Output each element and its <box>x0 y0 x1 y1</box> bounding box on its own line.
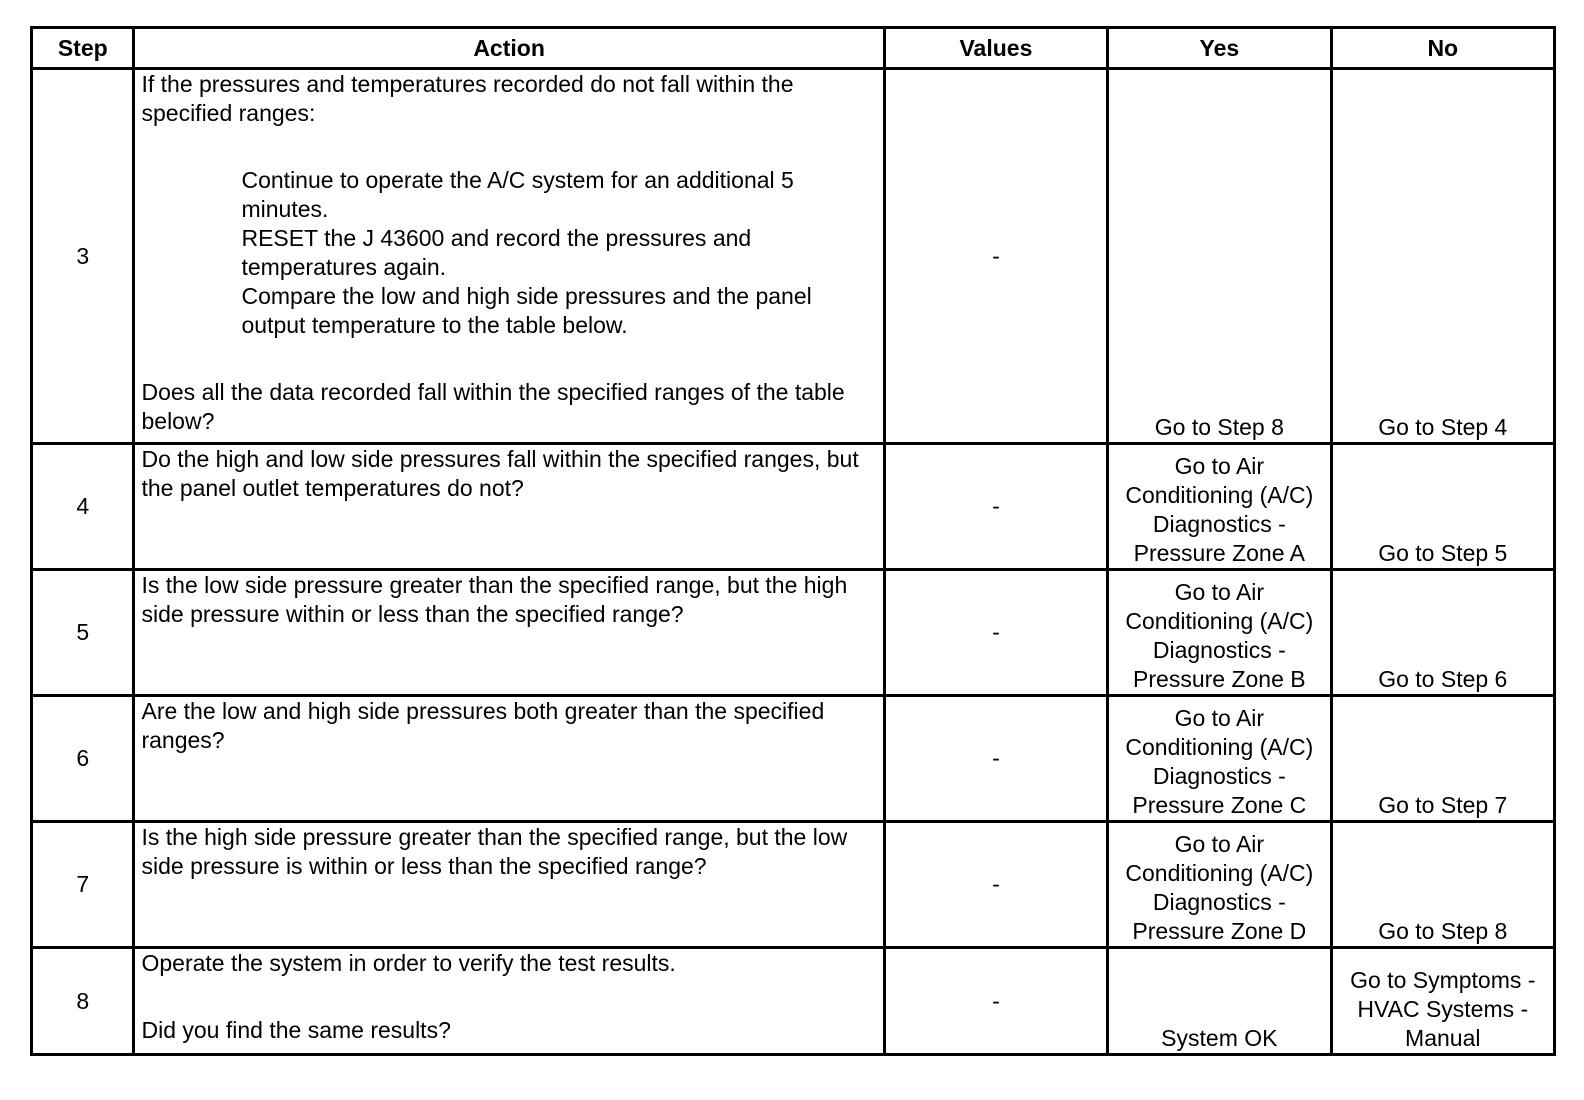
no-line: Go to Step 7 <box>1378 792 1508 818</box>
yes-line: Conditioning (A/C) <box>1125 860 1314 886</box>
no-cell <box>1331 444 1554 570</box>
yes-line: Conditioning (A/C) <box>1125 608 1314 634</box>
action-cell <box>134 822 884 948</box>
no-cell <box>1331 69 1554 444</box>
action-cell <box>134 696 884 822</box>
action-cell <box>134 444 884 570</box>
values-cell: - <box>884 696 1107 822</box>
yes-cell <box>1108 444 1331 570</box>
column-header-step: Step <box>32 28 134 69</box>
step-number: 4 <box>32 444 134 570</box>
yes-line: Go to Step 8 <box>1154 414 1284 440</box>
action-substep: Continue to operate the A/C system for an additional 5 minutes. <box>241 167 794 222</box>
values-cell: - <box>884 822 1107 948</box>
table-row <box>32 444 1555 570</box>
action-substep: Compare the low and high side pressures and the panel output temperature to the table below. <box>241 283 812 338</box>
action-intro: Operate the system in order to verify the test results. <box>141 950 676 976</box>
yes-line: Diagnostics - <box>1152 889 1286 915</box>
step-number: 6 <box>32 696 134 822</box>
yes-cell <box>1108 948 1331 1055</box>
values-cell: - <box>884 69 1107 444</box>
yes-cell <box>1108 696 1331 822</box>
no-cell <box>1331 570 1554 696</box>
yes-line: System OK <box>1161 1025 1278 1051</box>
no-cell <box>1331 948 1554 1055</box>
action-substep: RESET the J 43600 and record the pressures and temperatures again. <box>241 225 752 280</box>
column-header-action: Action <box>134 28 884 69</box>
no-line: Go to Symptoms - <box>1350 967 1536 993</box>
no-line: Go to Step 5 <box>1378 540 1508 566</box>
table-row <box>32 69 1555 444</box>
step-number: 8 <box>32 948 134 1055</box>
yes-line: Conditioning (A/C) <box>1125 482 1314 508</box>
values-cell: - <box>884 948 1107 1055</box>
yes-line: Pressure Zone B <box>1133 666 1306 692</box>
action-question: Is the low side pressure greater than the specified range, but the high side pressure within or less than the specified range? <box>141 572 848 627</box>
table-row <box>32 948 1555 1055</box>
table-row <box>32 570 1555 696</box>
no-cell <box>1331 822 1554 948</box>
no-cell <box>1331 696 1554 822</box>
yes-line: Conditioning (A/C) <box>1125 734 1314 760</box>
action-question: Do the high and low side pressures fall within the specified ranges, but the panel outlet temperatures do not? <box>141 446 859 501</box>
table-row <box>32 822 1555 948</box>
action-question: Did you find the same results? <box>141 1017 451 1043</box>
yes-cell <box>1108 69 1331 444</box>
action-substeps <box>141 166 876 340</box>
yes-line: Diagnostics - <box>1152 637 1286 663</box>
yes-line: Pressure Zone A <box>1133 540 1305 566</box>
yes-cell <box>1108 822 1331 948</box>
action-intro: If the pressures and temperatures recorded do not fall within the specified ranges: <box>141 71 794 126</box>
action-question: Is the high side pressure greater than the specified range, but the low side pressure is within or less than the specified range? <box>141 824 848 879</box>
no-line: Go to Step 8 <box>1378 918 1508 944</box>
table-row <box>32 696 1555 822</box>
values-cell: - <box>884 444 1107 570</box>
column-header-yes: Yes <box>1108 28 1331 69</box>
yes-line: Diagnostics - <box>1152 763 1286 789</box>
step-number: 3 <box>32 69 134 444</box>
yes-line: Go to Air <box>1174 705 1265 731</box>
no-line: HVAC Systems - <box>1357 996 1529 1022</box>
column-header-no: No <box>1331 28 1554 69</box>
step-number: 7 <box>32 822 134 948</box>
diagnostic-table <box>30 26 1556 1056</box>
yes-line: Pressure Zone C <box>1132 792 1307 818</box>
yes-line: Go to Air <box>1174 831 1265 857</box>
action-question: Are the low and high side pressures both greater than the specified ranges? <box>141 698 825 753</box>
no-line: Go to Step 4 <box>1378 414 1508 440</box>
no-line: Go to Step 6 <box>1378 666 1508 692</box>
step-number: 5 <box>32 570 134 696</box>
header-row <box>32 28 1555 69</box>
action-cell <box>134 948 884 1055</box>
yes-line: Diagnostics - <box>1152 511 1286 537</box>
action-cell <box>134 69 884 444</box>
action-question: Does all the data recorded fall within the specified ranges of the table below? <box>141 379 845 434</box>
yes-line: Pressure Zone D <box>1132 918 1307 944</box>
column-header-values: Values <box>884 28 1107 69</box>
yes-line: Go to Air <box>1174 579 1265 605</box>
yes-cell <box>1108 570 1331 696</box>
action-cell <box>134 570 884 696</box>
no-line: Manual <box>1405 1025 1481 1051</box>
yes-line: Go to Air <box>1174 453 1265 479</box>
values-cell: - <box>884 570 1107 696</box>
